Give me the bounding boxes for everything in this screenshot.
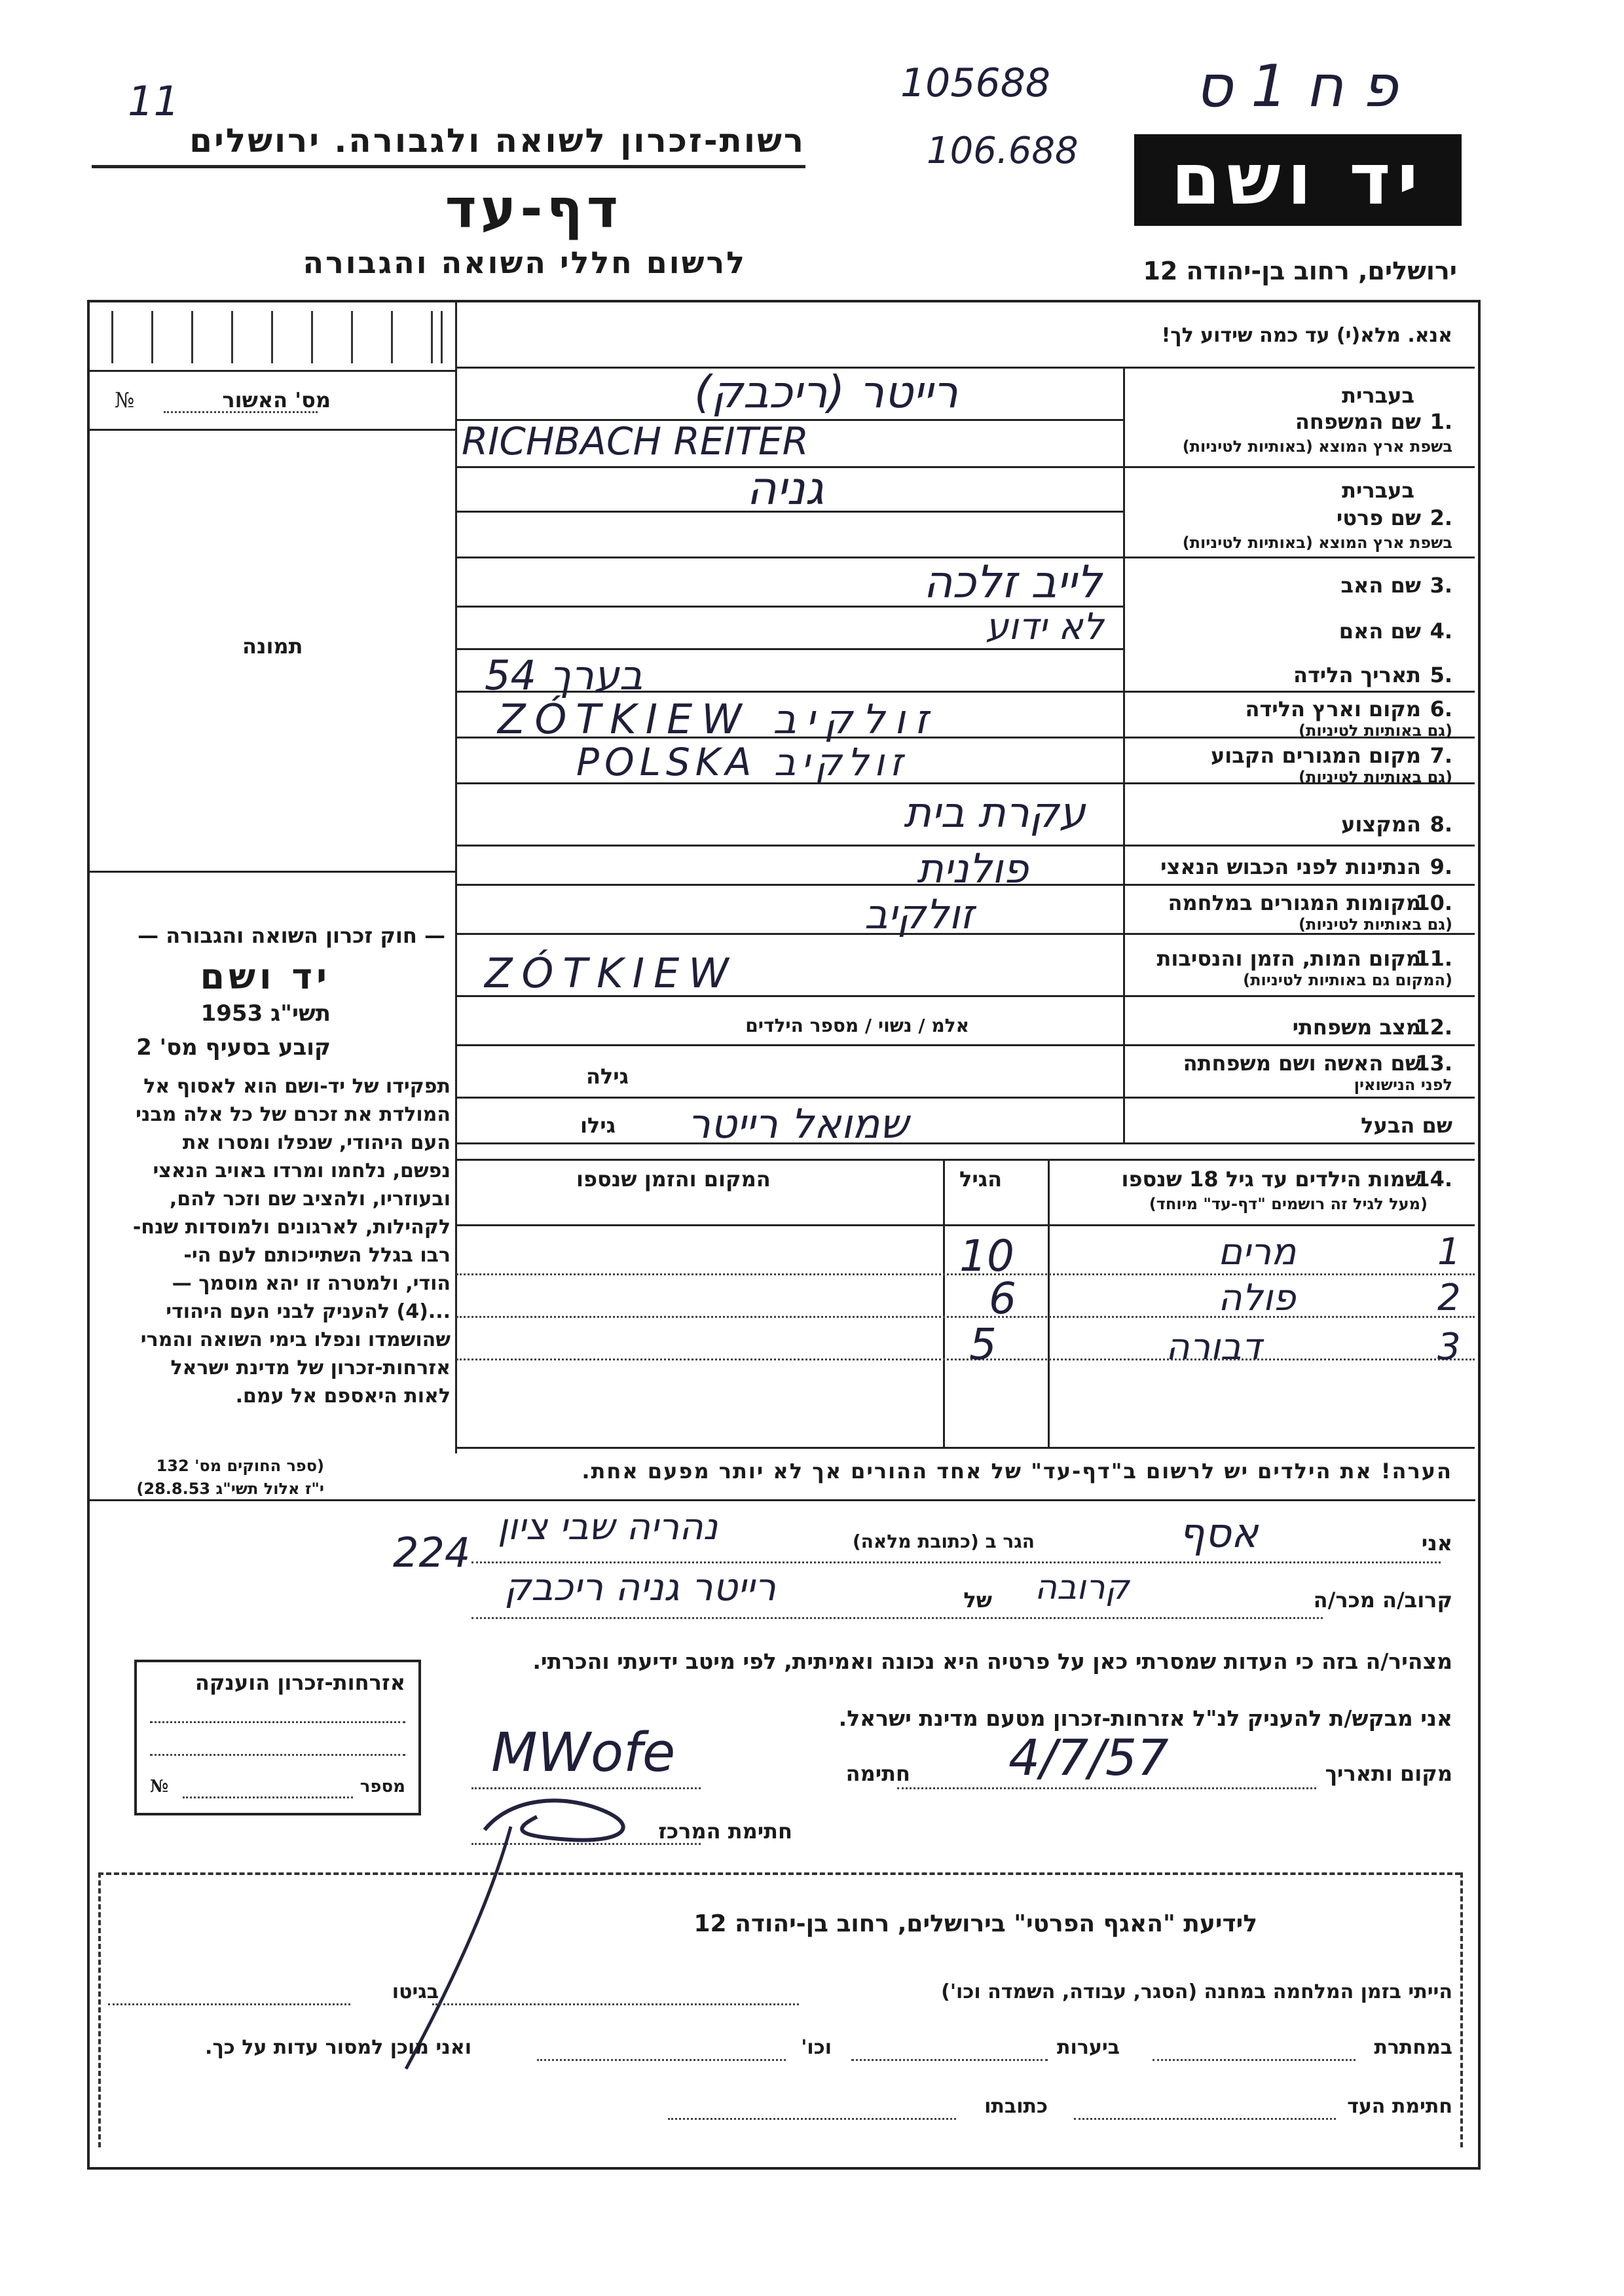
field-6-value: ZÓTKIEW זולקיב [498, 695, 938, 743]
field-9-number: 9. [1430, 854, 1452, 879]
field-11-value: ZÓTKIEW [485, 949, 738, 997]
field-10-number: 10. [1415, 890, 1452, 915]
field-13-age-label: גילה [585, 1064, 629, 1089]
child-index: 1 [1437, 1231, 1461, 1273]
law-clause: קובע בסעיף מס' 2 [136, 1034, 331, 1061]
approval-label: מס' האשור [222, 388, 331, 412]
signature-label: חתימה [845, 1761, 910, 1786]
field-5-value: בערך 54 [485, 651, 643, 699]
field-2-number: 2. [1430, 505, 1452, 530]
field-9-label: הנתינות לפני הכבוש הנאצי [1160, 854, 1421, 879]
child-age: 10 [959, 1231, 1014, 1281]
logo-text: יד ושם [1171, 139, 1425, 221]
bottom-dotline [1074, 2118, 1336, 2120]
instructions-underline [456, 367, 1475, 369]
instructions: אנא. מלא(י) עד כמה שידוע לך! [1161, 324, 1452, 347]
field-10-sub: (גם באותיות לטיניות) [1299, 915, 1452, 934]
left-column-divider [455, 301, 457, 1453]
place-date-dotline [897, 1787, 1316, 1789]
field-2-lang-tag: בעברית [1342, 478, 1414, 503]
law-year: תשי"ג 1953 [200, 1000, 331, 1027]
bottom-dotline [432, 2003, 799, 2005]
remark: הערה! את הילדים יש לרשום ב"דף-עד" של אחד ההורים אך לא יותר מפעם אחת. [581, 1459, 1452, 1484]
declaration-dotline [471, 1617, 1323, 1619]
field-7-number: 7. [1430, 743, 1452, 768]
children-header-line [456, 1159, 1475, 1161]
memorial-box-dotline [183, 1796, 353, 1798]
law-line: רבו בגלל השתייכותם לעם הי- [183, 1244, 451, 1267]
children-col-age: הגיל [959, 1167, 1003, 1192]
law-line: נפשם, נלחמו ומרדו באויב הנאצי [153, 1159, 451, 1182]
children-divider-age [1048, 1159, 1050, 1447]
signature-dotline [471, 1787, 701, 1789]
bottom-dotline [1153, 2059, 1356, 2061]
husband-label: שם הבעל [1361, 1113, 1452, 1138]
law-line: העם היהודי, שנפלו ומסרו את [182, 1131, 451, 1154]
field-5-label: תאריך הלידה [1293, 663, 1421, 687]
field-9-value: פולנית [917, 845, 1029, 892]
tearoff-left [98, 1872, 101, 2147]
law-line: תפקידו של יד-ושם הוא לאסוף אל [143, 1075, 451, 1098]
signature-value: MWofe [491, 1722, 676, 1784]
field-4-value: לא ידוע [986, 606, 1104, 648]
memorial-box-number-label: מספר [360, 1777, 405, 1796]
address-value: נהריה שבי ציון [498, 1506, 718, 1548]
form-title: דף-עד [445, 178, 622, 240]
field-11-number: 11. [1415, 946, 1452, 971]
children-row-line [456, 1316, 1475, 1318]
bottom-line2-etc: וכו' [801, 2036, 832, 2059]
agent-signature-label: חתימת המרכז [658, 1819, 792, 1844]
children-bottom-line [456, 1447, 1475, 1449]
bottom-dotline [668, 2118, 956, 2120]
bottom-line2-forests: ביערות [1057, 2036, 1120, 2059]
field-11-label: מקום המות, הזמן והנסיבות [1156, 946, 1421, 971]
address: ירושלים, רחוב בן-יהודה 12 [1143, 257, 1457, 285]
child-name: דבורה [1166, 1326, 1262, 1368]
approval-no-mark: № [115, 388, 135, 412]
bottom-line2-ready: ואני מוכן למסור עדות על כך. [205, 2036, 471, 2059]
house-number: 224 [393, 1529, 471, 1576]
law-line: הודי, ולמטרה זו יהא מוסמך — [172, 1272, 451, 1295]
request: אני מבקש/ת להעניק לנ"ל אזרחות-זכרון מטעם מדינת ישראל. [838, 1705, 1452, 1731]
field-1-lang-tag: בעברית [1342, 383, 1414, 408]
relation-label: קרוב/ה מכר/ה [1313, 1588, 1452, 1613]
field-3-label: שם האב [1340, 573, 1421, 598]
law-name: יד ושם [200, 956, 331, 997]
bottom-title: לידיעת "האגף הפרטי" בירושלים, רחוב בן-יהודה 12 [693, 1910, 1257, 1937]
field-1-number: 1. [1430, 409, 1452, 434]
field-3-value: לייב זלכה [923, 556, 1102, 608]
children-divider-place [943, 1159, 945, 1447]
law-title: — חוק זכרון השואה והגבורה — [138, 923, 445, 948]
remark-bottom-line [88, 1499, 1475, 1501]
husband-value: שמואל רייטר [688, 1100, 909, 1148]
relation-value: קרובה [1035, 1568, 1130, 1607]
field-5-number: 5. [1430, 663, 1452, 687]
law-line: אזרחות-זכרון של מדינת ישראל [170, 1357, 451, 1379]
field-10-label: מקומות המגורים במלחמה [1168, 890, 1421, 915]
approval-ticks [111, 311, 443, 363]
field-2-sub: בשפת ארץ המוצא (באותיות לטיניות) [1182, 534, 1452, 552]
statement: מצהיר/ה בזה כי העדות שמסרתי כאן על פרטיה היא נכונה ואמיתית, לפי מיטב ידיעתי והכרתי. [532, 1649, 1452, 1674]
field-7-sub: (גם באותיות לטיניות) [1299, 768, 1452, 786]
field-2-value-hebrew: גניה [747, 462, 824, 515]
field-4-number: 4. [1430, 619, 1452, 644]
law-line: שהושמדו ונפלו בימי השואה והמרי [140, 1328, 451, 1351]
photo-bottom-line [88, 871, 455, 873]
place-date-label: מקום ותאריך [1325, 1761, 1452, 1786]
memorial-box-title: אזרחות-זכרון הוענקה [194, 1670, 405, 1695]
field-8-number: 8. [1430, 812, 1452, 837]
memorial-box-number-mark: № [150, 1777, 169, 1796]
row-line [456, 466, 1475, 468]
field-13-label: שם האשה ושם משפחתה [1183, 1051, 1421, 1076]
field-1-value-latin: RICHBACH REITER [462, 419, 809, 464]
field-1-label: שם המשפחה [1295, 409, 1421, 434]
approval-dotline [164, 411, 318, 413]
handwritten-reference-2: 106.688 [927, 130, 1079, 172]
child-name: מרים [1218, 1231, 1297, 1273]
memorial-box-dotline [150, 1721, 405, 1723]
residing-label: הגר ב (כתובת מלאה) [852, 1531, 1035, 1552]
i-label: אני [1421, 1531, 1452, 1556]
law-line: המולדת את זכרם של כל אלה מבני [136, 1103, 451, 1126]
of-value: רייטר גניה ריכבק [504, 1565, 776, 1609]
field-12-number: 12. [1415, 1015, 1452, 1040]
field-6-label: מקום וארץ הלידה [1245, 697, 1421, 721]
bottom-line1-camp: הייתי בזמן המלחמה במחנה (הסגר, עבודה, השמדה וכו') [941, 1980, 1452, 2003]
field-7-label: מקום המגורים הקבוע [1210, 743, 1421, 768]
top-strip-line [88, 370, 455, 372]
label-column-divider [1123, 368, 1125, 1144]
child-name: פולה [1218, 1277, 1296, 1319]
bottom-line3-address: כתובתו [984, 2095, 1048, 2118]
row-line [456, 1044, 1475, 1046]
row-line [456, 1097, 1475, 1099]
children-row-line [456, 1358, 1475, 1360]
field-8-value: עקרת בית [904, 789, 1086, 837]
declaration-dotline [471, 1561, 1441, 1563]
field-7-value: POLSKA זולקיב [576, 740, 908, 784]
law-line: ובעוזריו, ולהציב שם וזכר להם, [169, 1188, 451, 1211]
tearoff-top [98, 1872, 1460, 1875]
field-1-value-hebrew: רייטר (ריכבק) [694, 367, 959, 418]
field-13-number: 13. [1415, 1051, 1452, 1076]
bottom-line1-ghetto: בגיטו [392, 1980, 439, 2003]
bottom-line2-underground: במחתרת [1374, 2036, 1452, 2059]
row-line [456, 1142, 1475, 1144]
field-6-sub: (גם באותיות לטיניות) [1299, 721, 1452, 740]
field-1-sub: בשפת ארץ המוצא (באותיות לטיניות) [1182, 437, 1452, 456]
husband-age-label: גילו [580, 1113, 616, 1138]
children-number: 14. [1415, 1167, 1452, 1192]
row-line [456, 648, 1123, 650]
field-13-sub: לפני הנישואין [1354, 1076, 1452, 1094]
children-note: (מעל לגיל זה רושמים "דף-עד" מיוחד) [1149, 1195, 1428, 1213]
child-age: 6 [989, 1273, 1016, 1324]
field-12-label: מצב משפחתי [1292, 1015, 1421, 1040]
law-source-1: (ספר החוקים מס' 132 [156, 1457, 324, 1475]
law-source-2: י"ז אלול תשי"ג 28.8.53) [136, 1480, 324, 1498]
witness-name: אסף [1179, 1509, 1259, 1557]
form-subtitle: לרשום חללי השואה והגבורה [303, 245, 747, 280]
of-label: של [963, 1588, 992, 1613]
handwritten-mark-top-right: פ ח 1 ס [1195, 52, 1398, 120]
field-4-label: שם האם [1338, 619, 1421, 644]
children-row-line [456, 1224, 1475, 1226]
memorial-box-dotline [150, 1754, 405, 1756]
bottom-line3-witness-sig: חתימת העד [1347, 2095, 1452, 2118]
field-10-value: זולקיב [864, 890, 974, 938]
law-line: ...(4) להעניק לבני העם היהודי [166, 1300, 451, 1323]
yad-vashem-logo [1134, 134, 1462, 226]
handwritten-mark-top-left: 11 [128, 77, 179, 125]
law-paragraph [94, 1072, 451, 1410]
child-index: 3 [1437, 1326, 1461, 1368]
bottom-dotline [537, 2059, 786, 2061]
field-2-label: שם פרטי [1336, 505, 1421, 530]
bottom-dotline [108, 2003, 350, 2005]
field-8-label: המקצוע [1341, 812, 1421, 837]
date-value: 4/7/57 [1008, 1728, 1169, 1787]
law-line: לאות היאספם אל עמם. [235, 1385, 451, 1408]
photo-label: תמונה [242, 634, 303, 659]
field-11-sub: (המקום גם באותיות לטיניות) [1243, 971, 1452, 989]
approval-bottom-line [88, 429, 455, 431]
field-6-number: 6. [1430, 697, 1452, 721]
field-12-value: אלמ / נשוי / מספר הילדים [745, 1015, 969, 1036]
children-title: שמות הילדים עד גיל 18 שנספו [1121, 1167, 1421, 1192]
bottom-dotline [851, 2059, 1048, 2061]
children-col-place: המקום והזמן שנספו [576, 1167, 771, 1192]
tearoff-right [1460, 1872, 1463, 2147]
field-3-number: 3. [1430, 573, 1452, 598]
child-age: 5 [969, 1319, 997, 1370]
org-line: רשות-זכרון לשואה ולגבורה. ירושלים [189, 122, 805, 160]
org-underline [92, 165, 805, 168]
child-index: 2 [1437, 1277, 1461, 1319]
memorial-citizenship-box [134, 1660, 421, 1815]
law-line: לקהילות, לארגונים ולמוסדות שנח- [132, 1216, 451, 1239]
handwritten-reference-1: 105688 [900, 60, 1051, 106]
